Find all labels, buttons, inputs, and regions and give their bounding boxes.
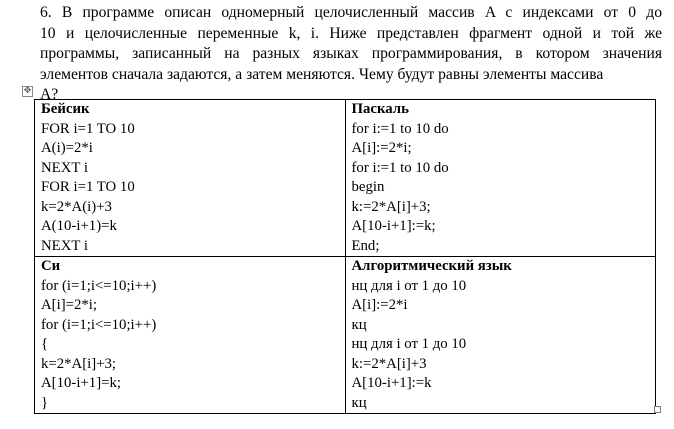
pascal-header: Паскаль [351, 101, 409, 117]
question-line-5: A? [40, 86, 59, 103]
code-line: begin [351, 179, 385, 195]
code-line: A[i]:=2*i [351, 297, 408, 313]
algo-cell[interactable] [345, 257, 656, 414]
algo-header: Алгоритмический язык [351, 258, 512, 274]
question-line-1: 6. В программе описан одномерный целочисленный массив A с индексами от 0 до [40, 4, 662, 21]
code-line: кц [351, 316, 367, 333]
code-line: нц для i от 1 до 10 [351, 277, 467, 294]
code-line: } [41, 394, 49, 411]
resize-square-icon[interactable] [654, 406, 661, 413]
code-line: A(10-i+1)=k [41, 218, 117, 234]
code-line: NEXT i [41, 159, 88, 176]
code-line: for i:=1 to 10 do [351, 120, 449, 137]
code-line: NEXT i [41, 237, 88, 254]
code-line: { [41, 336, 49, 352]
code-line: End; [351, 237, 380, 254]
c-header: Си [41, 258, 61, 274]
code-line: A[i]:=2*i; [351, 140, 412, 156]
code-line: A[i]=2*i; [41, 297, 98, 313]
code-line: FOR i=1 TO 10 [41, 179, 135, 195]
basic-header: Бейсик [41, 101, 90, 117]
basic-cell[interactable] [35, 100, 346, 257]
code-line: A[10-i+1]:=k [351, 375, 432, 391]
code-line: нц для i от 1 до 10 [351, 336, 467, 352]
code-line: FOR i=1 TO 10 [41, 120, 135, 137]
code-line: k:=2*A[i]+3 [351, 355, 427, 372]
code-line: k=2*A(i)+3 [41, 198, 112, 215]
code-table [34, 99, 656, 414]
code-line: for i:=1 to 10 do [351, 159, 449, 176]
code-line: for (i=1;i<=10;i++) [41, 277, 157, 294]
code-line: for (i=1;i<=10;i++) [41, 316, 157, 333]
pascal-cell[interactable] [345, 100, 656, 257]
question-line-3: программы, записанный на разных языках программирования, в котором значения [40, 45, 662, 62]
question-text [40, 3, 662, 106]
code-line: A(i)=2*i [41, 140, 93, 156]
code-line: k:=2*A[i]+3; [351, 198, 431, 215]
move-cross-icon[interactable]: ✥ [23, 86, 32, 96]
question-line-4: элементов сначала задаются, а затем меняются. Чему будут равны элементы массива [40, 65, 604, 83]
code-line: A[10-i+1]:=k; [351, 218, 436, 234]
code-line: A[10-i+1]=k; [41, 375, 121, 391]
code-line: k=2*A[i]+3; [41, 355, 117, 372]
c-cell[interactable] [35, 257, 346, 414]
code-line: кц [351, 394, 367, 411]
question-line-2: 10 и целочисленные переменные k, i. Ниже представлен фрагмент одной и той же [40, 24, 662, 42]
